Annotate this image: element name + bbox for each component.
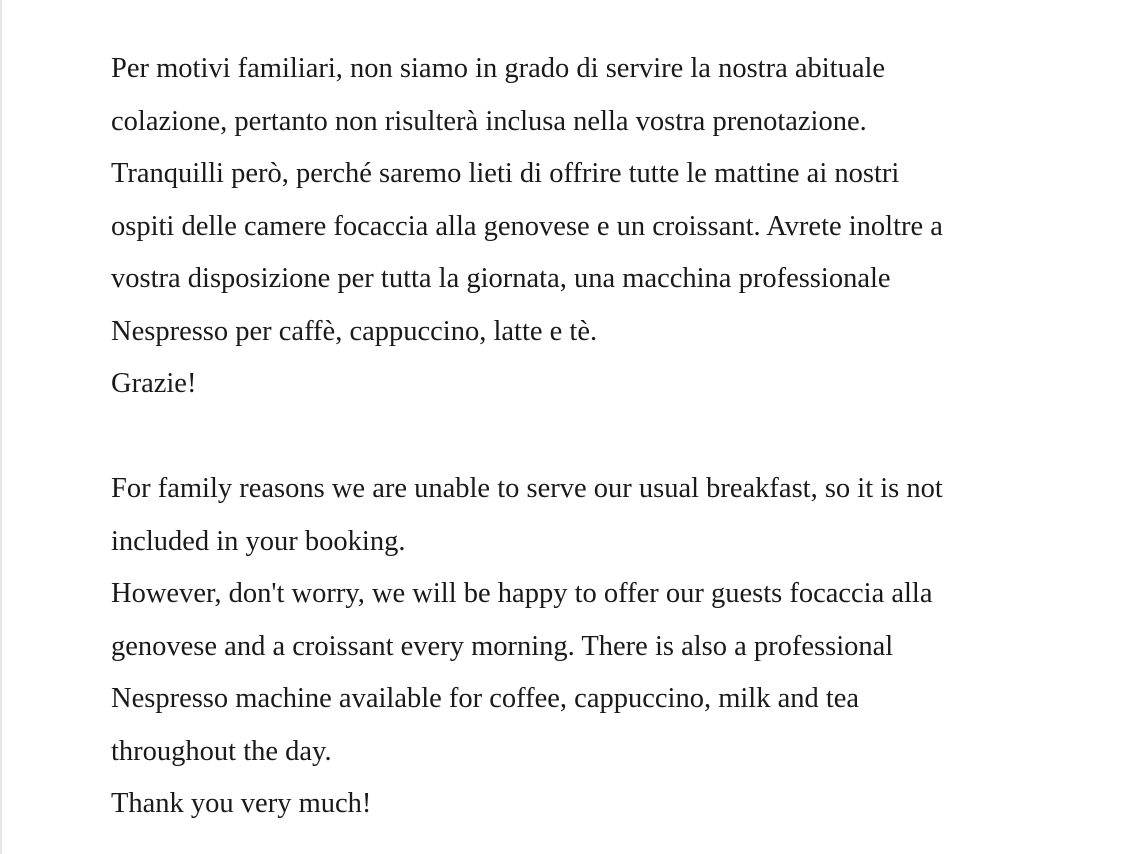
text-line: throughout the day. [111, 735, 332, 767]
text-line: Grazie! [111, 368, 197, 399]
text-line: colazione, pertanto non risulterà inclusa nella vostra prenotazione. [111, 105, 867, 137]
text-line: vostra disposizione per tutta la giornata, una macchina professionale [111, 263, 891, 294]
text-line: For family reasons we are unable to serve our usual breakfast, so it is not [111, 473, 943, 504]
text-line: Nespresso per caffè, cappuccino, latte e tè. [111, 315, 598, 347]
paragraph-spacer [111, 411, 1091, 464]
text-line: Tranquilli però, perché saremo lieti di offrire tutte le mattine ai nostri [111, 158, 900, 189]
text-line: included in your booking. [111, 525, 406, 557]
text-line: However, don't worry, we will be happy to offer our guests focaccia alla [111, 578, 933, 609]
english-paragraph [111, 463, 1091, 831]
text-line: Nespresso machine available for coffee, cappuccino, milk and tea [111, 683, 860, 714]
page-left-border [0, 0, 2, 854]
text-line: Per motivi familiari, non siamo in grado di servire la nostra abituale [111, 53, 886, 84]
notice-text [111, 43, 1091, 831]
text-line: ospiti delle camere focaccia alla genovese e un croissant. Avrete inoltre a [111, 210, 943, 242]
text-line: Thank you very much! [111, 788, 372, 819]
italian-paragraph [111, 43, 1091, 411]
text-line: genovese and a croissant every morning. There is also a professional [111, 630, 894, 662]
